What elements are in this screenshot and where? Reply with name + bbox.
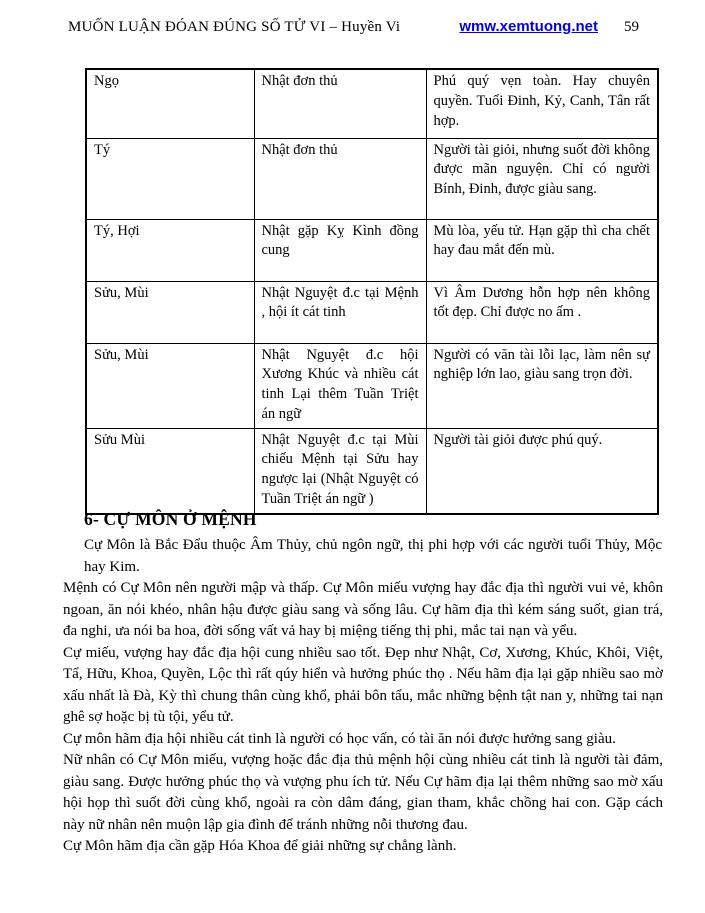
meaning-cell: Người tài giỏi được phú quý. [426,428,658,514]
palace-cell: Sửu, Mùi [86,281,254,343]
condition-cell: Nhật Nguyệt đ.c hội Xương Khúc và nhiều cát tinh Lại thêm Tuần Triệt án ngữ [254,343,426,428]
meaning-cell: Vì Âm Dương hỗn hợp nên không tốt đẹp. Chỉ được no ấm . [426,281,658,343]
table-row [86,281,658,343]
meaning-cell: Phú quý vẹn toàn. Hay chuyên quyền. Tuổi Đinh, Kỷ, Canh, Tân rất hợp. [426,69,658,138]
section-intro-paragraph: Cự Môn là Bắc Đẩu thuộc Âm Thủy, chủ ngôn ngữ, thị phi hợp với các người tuổi Thủy, Mộc hay Kim. [84,537,662,575]
table-row [86,343,658,428]
paragraph: Cự môn hãm địa hội nhiều cát tinh là người có học vấn, có tài ăn nói được hưởng sang giàu. [63,730,616,747]
palace-cell: Tý, Hợi [86,219,254,281]
table-row [86,428,658,514]
meaning-cell: Người có văn tài lỗi lạc, làm nên sự nghiệp lớn lao, giàu sang trọn đời. [426,343,658,428]
palace-cell: Ngọ [86,69,254,138]
condition-cell: Nhật Nguyệt đ.c tại Mùi chiếu Mệnh tại Sửu hay ngược lại (Nhật Nguyệt có Tuần Triệt án ngữ ) [254,428,426,514]
paragraph: Cự Môn hãm địa cần gặp Hóa Khoa để giải những sự chẳng lành. [63,838,457,854]
palace-cell: Sửu Mùi [86,428,254,514]
meaning-cell: Mù lòa, yếu tử. Hạn gặp thì cha chết hay đau mắt đến mù. [426,219,658,281]
condition-cell: Nhật đơn thủ [254,69,426,138]
meaning-cell: Người tài giỏi, nhưng suốt đời không được mãn nguyện. Chỉ có người Bính, Đinh, được giàu sang. [426,138,658,219]
palace-cell: Sửu, Mùi [86,343,254,428]
paragraph: Mệnh có Cự Môn nên người mập và thấp. Cự Môn miếu vượng hay đắc địa thì người vui vẻ, khôn ngoan, ăn nói khéo, nhân hậu được giàu sang và sống lâu. Cự hãm địa thì kém sáng suốt, gian trá, đa nghi, ưa nói ba hoa, đời sống vất vả hay bị miệng tiếng thị phi, mắc tai nạn và yểu. [63,580,663,639]
condition-cell: Nhật gặp Kỵ Kình đồng cung [254,219,426,281]
condition-cell: Nhật đơn thủ [254,138,426,219]
section-heading: 6- CỰ MÔN Ở MỆNH [84,509,257,529]
document-title: MUỐN LUẬN ĐÓAN ĐÚNG SỐ TỬ VI – Huyền Vi [68,19,401,35]
page-number: 59 [624,19,639,35]
page-header [68,18,639,36]
table-row [86,69,658,138]
table-row [86,138,658,219]
paragraph: Nữ nhân có Cự Môn miếu, vượng hoặc đắc địa thủ mệnh hội cùng nhiều cát tinh là người tài đảm, giàu sang. Được hưởng phúc thọ và vượng phu ích tử. Nếu Cự hãm địa lại thêm những sao mờ xấu hội họp thì suốt đời cùng khổ, ngoài ra còn dâm đáng, gian tham, khắc chồng hai con. Gặp cách này nữ nhân nên muộn lập gia đình để tránh những nỗi thương đau. [63,752,663,833]
palace-cell: Tý [86,138,254,219]
interpretation-table [85,68,659,515]
website-link[interactable]: wmw.xemtuong.net [459,18,598,35]
paragraph: Cự miếu, vượng hay đắc địa hội cung nhiều sao tốt. Đẹp như Nhật, Cơ, Xương, Khúc, Khôi, Việt, Tẩ, Hữu, Khoa, Quyền, Lộc thì rất qúy hiển và hưởng phúc thọ . Nếu hãm địa lại gặp nhiều sao mờ xấu nhất là Đà, Kỳ thì chung thân cùng khổ, phải bôn tẩu, mắc những bệnh tật nan y, những tai nạn ghê sợ hoặc bị tù tội, yểu tử. [63,644,663,725]
table-row [86,219,658,281]
section-body [63,578,663,858]
condition-cell: Nhật Nguyệt đ.c tại Mệnh , hội ít cát tinh [254,281,426,343]
